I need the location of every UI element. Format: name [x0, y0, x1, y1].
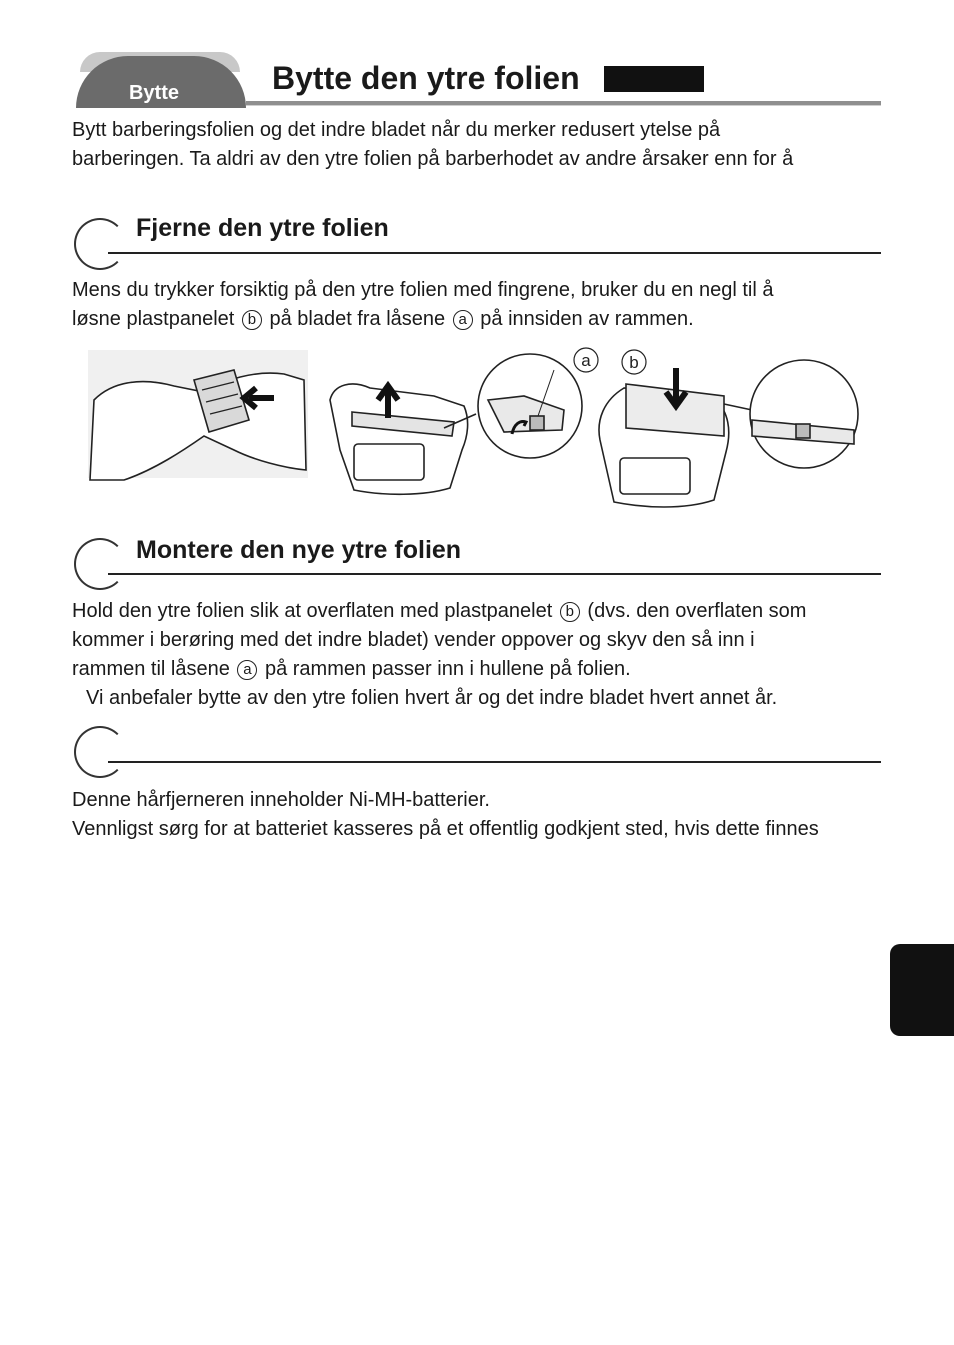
side-language-tab: [890, 944, 954, 1036]
para-line: [72, 655, 892, 684]
section-title: Fjerne den ytre folien: [136, 214, 389, 242]
detail-circle-b: [750, 360, 858, 468]
section-rule: [108, 761, 881, 763]
intro-line: Bytt barberingsfolien og det indre bladet når du merker redusert ytelse på: [72, 119, 721, 141]
down-arrow-icon: [666, 368, 686, 406]
text-span: på innsiden av rammen.: [480, 308, 694, 330]
text-span: på bladet fra låsene: [269, 308, 446, 330]
page-title: Bytte den ytre folien: [272, 60, 580, 96]
frame-shape: [330, 384, 468, 494]
text-span: Hold den ytre folien slik at overflaten med plastpanelet: [72, 600, 553, 622]
section-bullet-circle: [74, 218, 126, 270]
title-black-box: [604, 66, 704, 92]
callout-a-label: a: [581, 351, 591, 370]
section2-paragraph: [72, 597, 892, 713]
section-rule: [108, 252, 881, 254]
para-line: Denne hårfjerneren inneholder Ni-MH-batterier.: [72, 789, 490, 811]
header-tab-label: Bytte: [128, 82, 179, 104]
text-span: rammen til låsene: [72, 658, 230, 680]
para-line: kommer i berøring med det indre bladet) vender oppover og skyv den så inn i: [72, 629, 755, 651]
section-rule: [108, 573, 881, 575]
section-bullet-circle: [74, 538, 126, 590]
title-rule-light: [246, 105, 881, 106]
para-line: [72, 597, 892, 626]
marker-a: a: [453, 310, 473, 330]
section1-paragraph: [72, 276, 892, 334]
foil-removal-illustration: [84, 340, 864, 518]
section3-paragraph: [72, 786, 902, 844]
marker-b: b: [242, 310, 262, 330]
para-line: Mens du trykker forsiktig på den ytre folien med fingrene, bruker du en negl til å: [72, 279, 774, 301]
section-title: Montere den nye ytre folien: [136, 536, 462, 564]
para-line: Vi anbefaler bytte av den ytre folien hvert år og det indre bladet hvert annet år.: [86, 687, 778, 709]
para-line: Vennligst sørg for at batteriet kasseres på et offentlig godkjent sted, hvis dette finnes: [72, 818, 819, 840]
callout-b-label: b: [629, 353, 639, 372]
marker-a: a: [237, 660, 257, 680]
section-bullet-circle: [74, 726, 126, 778]
marker-b: b: [560, 602, 580, 622]
text-span: (dvs. den overflaten som: [587, 600, 807, 622]
text-span: løsne plastpanelet: [72, 308, 235, 330]
intro-paragraph: [72, 116, 892, 174]
intro-line: barberingen. Ta aldri av den ytre folien på barberhodet av andre årsaker enn for å: [72, 148, 794, 170]
para-line: [72, 305, 892, 334]
text-span: på rammen passer inn i hullene på folien.: [264, 658, 631, 680]
